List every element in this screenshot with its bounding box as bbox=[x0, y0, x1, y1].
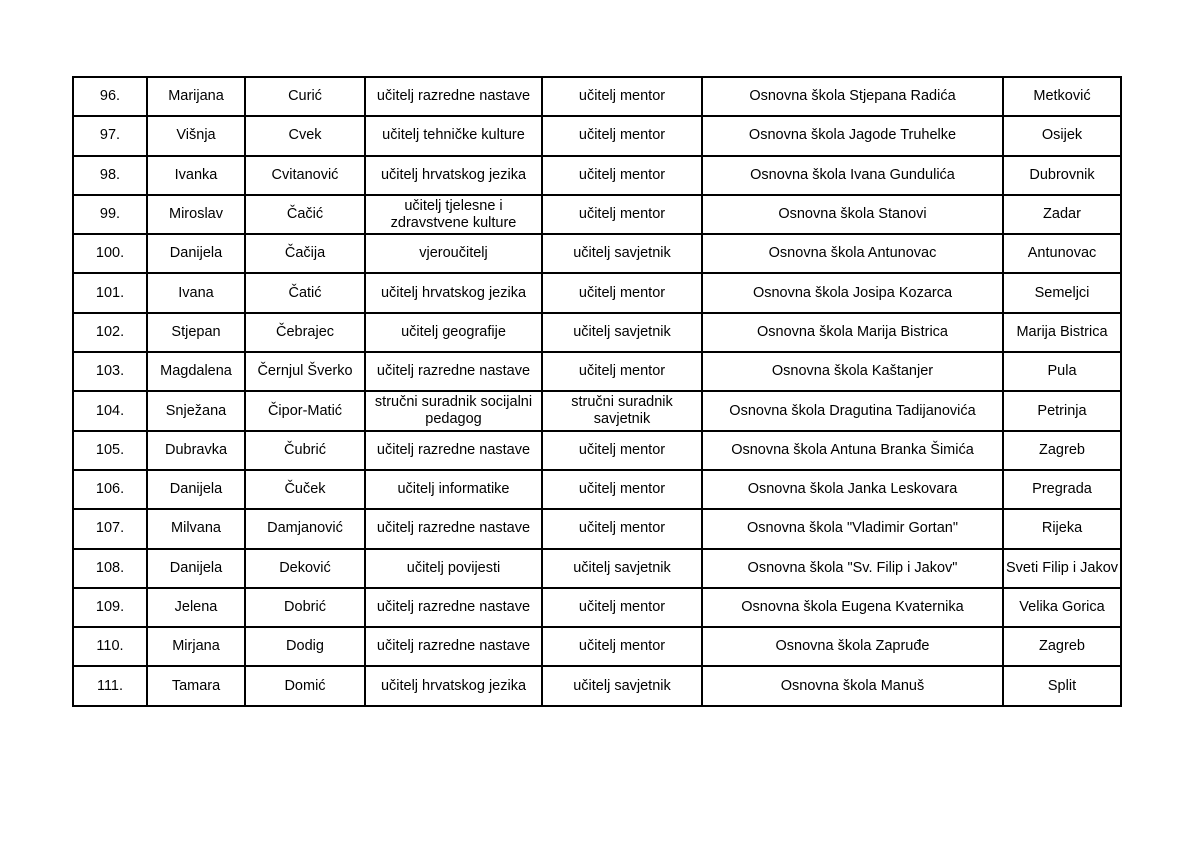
title-cell: učitelj savjetnik bbox=[542, 313, 702, 352]
city-cell: Semeljci bbox=[1003, 273, 1121, 312]
row-number-cell: 111. bbox=[73, 666, 147, 705]
city-cell: Zagreb bbox=[1003, 431, 1121, 470]
table-row bbox=[73, 195, 1121, 234]
position-cell: stručni suradnik socijalni pedagog bbox=[365, 391, 542, 430]
city-cell: Metković bbox=[1003, 77, 1121, 116]
row-number-cell: 98. bbox=[73, 156, 147, 195]
row-number-cell: 96. bbox=[73, 77, 147, 116]
table-row bbox=[73, 313, 1121, 352]
title-cell: učitelj mentor bbox=[542, 627, 702, 666]
school-cell: Osnovna škola "Sv. Filip i Jakov" bbox=[702, 549, 1003, 588]
position-cell: učitelj tjelesne i zdravstvene kulture bbox=[365, 195, 542, 234]
city-cell: Antunovac bbox=[1003, 234, 1121, 273]
school-cell: Osnovna škola Dragutina Tadijanovića bbox=[702, 391, 1003, 430]
first-name-cell: Danijela bbox=[147, 234, 245, 273]
last-name-cell: Čačija bbox=[245, 234, 365, 273]
position-cell: učitelj razredne nastave bbox=[365, 77, 542, 116]
first-name-cell: Marijana bbox=[147, 77, 245, 116]
title-cell: učitelj mentor bbox=[542, 352, 702, 391]
last-name-cell: Čipor-Matić bbox=[245, 391, 365, 430]
last-name-cell: Deković bbox=[245, 549, 365, 588]
first-name-cell: Tamara bbox=[147, 666, 245, 705]
position-cell: učitelj informatike bbox=[365, 470, 542, 509]
position-cell: učitelj razredne nastave bbox=[365, 431, 542, 470]
last-name-cell: Cvek bbox=[245, 116, 365, 155]
table-row bbox=[73, 156, 1121, 195]
school-cell: Osnovna škola Ivana Gundulića bbox=[702, 156, 1003, 195]
last-name-cell: Cvitanović bbox=[245, 156, 365, 195]
title-cell: učitelj mentor bbox=[542, 431, 702, 470]
row-number-cell: 107. bbox=[73, 509, 147, 548]
table-row bbox=[73, 666, 1121, 705]
first-name-cell: Snježana bbox=[147, 391, 245, 430]
city-cell: Split bbox=[1003, 666, 1121, 705]
last-name-cell: Damjanović bbox=[245, 509, 365, 548]
first-name-cell: Dubravka bbox=[147, 431, 245, 470]
row-number-cell: 101. bbox=[73, 273, 147, 312]
table-row bbox=[73, 116, 1121, 155]
title-cell: učitelj mentor bbox=[542, 116, 702, 155]
city-cell: Pula bbox=[1003, 352, 1121, 391]
position-cell: vjeroučitelj bbox=[365, 234, 542, 273]
title-cell: učitelj mentor bbox=[542, 156, 702, 195]
table-row bbox=[73, 273, 1121, 312]
school-cell: Osnovna škola Antunovac bbox=[702, 234, 1003, 273]
table-row bbox=[73, 352, 1121, 391]
last-name-cell: Černjul Šverko bbox=[245, 352, 365, 391]
first-name-cell: Ivanka bbox=[147, 156, 245, 195]
school-cell: Osnovna škola Manuš bbox=[702, 666, 1003, 705]
title-cell: učitelj savjetnik bbox=[542, 234, 702, 273]
position-cell: učitelj povijesti bbox=[365, 549, 542, 588]
school-cell: Osnovna škola "Vladimir Gortan" bbox=[702, 509, 1003, 548]
last-name-cell: Curić bbox=[245, 77, 365, 116]
first-name-cell: Mirjana bbox=[147, 627, 245, 666]
school-cell: Osnovna škola Stanovi bbox=[702, 195, 1003, 234]
city-cell: Petrinja bbox=[1003, 391, 1121, 430]
last-name-cell: Čubrić bbox=[245, 431, 365, 470]
position-cell: učitelj hrvatskog jezika bbox=[365, 666, 542, 705]
last-name-cell: Dobrić bbox=[245, 588, 365, 627]
table-row bbox=[73, 77, 1121, 116]
row-number-cell: 109. bbox=[73, 588, 147, 627]
position-cell: učitelj razredne nastave bbox=[365, 509, 542, 548]
last-name-cell: Čatić bbox=[245, 273, 365, 312]
title-cell: učitelj mentor bbox=[542, 273, 702, 312]
row-number-cell: 108. bbox=[73, 549, 147, 588]
title-cell: učitelj mentor bbox=[542, 77, 702, 116]
city-cell: Dubrovnik bbox=[1003, 156, 1121, 195]
last-name-cell: Čuček bbox=[245, 470, 365, 509]
position-cell: učitelj razredne nastave bbox=[365, 588, 542, 627]
school-cell: Osnovna škola Eugena Kvaternika bbox=[702, 588, 1003, 627]
position-cell: učitelj razredne nastave bbox=[365, 352, 542, 391]
title-cell: učitelj savjetnik bbox=[542, 666, 702, 705]
school-cell: Osnovna škola Kaštanjer bbox=[702, 352, 1003, 391]
first-name-cell: Miroslav bbox=[147, 195, 245, 234]
table-row bbox=[73, 431, 1121, 470]
city-cell: Osijek bbox=[1003, 116, 1121, 155]
table-row bbox=[73, 470, 1121, 509]
last-name-cell: Domić bbox=[245, 666, 365, 705]
first-name-cell: Danijela bbox=[147, 549, 245, 588]
last-name-cell: Čačić bbox=[245, 195, 365, 234]
table-row bbox=[73, 391, 1121, 430]
row-number-cell: 97. bbox=[73, 116, 147, 155]
school-cell: Osnovna škola Josipa Kozarca bbox=[702, 273, 1003, 312]
first-name-cell: Jelena bbox=[147, 588, 245, 627]
city-cell: Zadar bbox=[1003, 195, 1121, 234]
first-name-cell: Milvana bbox=[147, 509, 245, 548]
first-name-cell: Magdalena bbox=[147, 352, 245, 391]
teacher-roster-table bbox=[72, 76, 1122, 707]
row-number-cell: 100. bbox=[73, 234, 147, 273]
position-cell: učitelj geografije bbox=[365, 313, 542, 352]
school-cell: Osnovna škola Stjepana Radića bbox=[702, 77, 1003, 116]
row-number-cell: 110. bbox=[73, 627, 147, 666]
position-cell: učitelj hrvatskog jezika bbox=[365, 273, 542, 312]
first-name-cell: Danijela bbox=[147, 470, 245, 509]
position-cell: učitelj razredne nastave bbox=[365, 627, 542, 666]
last-name-cell: Čebrajec bbox=[245, 313, 365, 352]
row-number-cell: 103. bbox=[73, 352, 147, 391]
row-number-cell: 104. bbox=[73, 391, 147, 430]
school-cell: Osnovna škola Antuna Branka Šimića bbox=[702, 431, 1003, 470]
city-cell: Sveti Filip i Jakov bbox=[1003, 549, 1121, 588]
row-number-cell: 106. bbox=[73, 470, 147, 509]
table-row bbox=[73, 234, 1121, 273]
position-cell: učitelj hrvatskog jezika bbox=[365, 156, 542, 195]
city-cell: Marija Bistrica bbox=[1003, 313, 1121, 352]
first-name-cell: Višnja bbox=[147, 116, 245, 155]
first-name-cell: Stjepan bbox=[147, 313, 245, 352]
table-row bbox=[73, 627, 1121, 666]
title-cell: učitelj savjetnik bbox=[542, 549, 702, 588]
title-cell: učitelj mentor bbox=[542, 195, 702, 234]
school-cell: Osnovna škola Janka Leskovara bbox=[702, 470, 1003, 509]
row-number-cell: 102. bbox=[73, 313, 147, 352]
title-cell: stručni suradnik savjetnik bbox=[542, 391, 702, 430]
table-row bbox=[73, 549, 1121, 588]
city-cell: Velika Gorica bbox=[1003, 588, 1121, 627]
school-cell: Osnovna škola Zapruđe bbox=[702, 627, 1003, 666]
position-cell: učitelj tehničke kulture bbox=[365, 116, 542, 155]
roster-body bbox=[73, 77, 1121, 706]
last-name-cell: Dodig bbox=[245, 627, 365, 666]
title-cell: učitelj mentor bbox=[542, 588, 702, 627]
city-cell: Rijeka bbox=[1003, 509, 1121, 548]
city-cell: Zagreb bbox=[1003, 627, 1121, 666]
table-row bbox=[73, 588, 1121, 627]
school-cell: Osnovna škola Jagode Truhelke bbox=[702, 116, 1003, 155]
school-cell: Osnovna škola Marija Bistrica bbox=[702, 313, 1003, 352]
title-cell: učitelj mentor bbox=[542, 509, 702, 548]
city-cell: Pregrada bbox=[1003, 470, 1121, 509]
row-number-cell: 105. bbox=[73, 431, 147, 470]
first-name-cell: Ivana bbox=[147, 273, 245, 312]
row-number-cell: 99. bbox=[73, 195, 147, 234]
title-cell: učitelj mentor bbox=[542, 470, 702, 509]
table-row bbox=[73, 509, 1121, 548]
